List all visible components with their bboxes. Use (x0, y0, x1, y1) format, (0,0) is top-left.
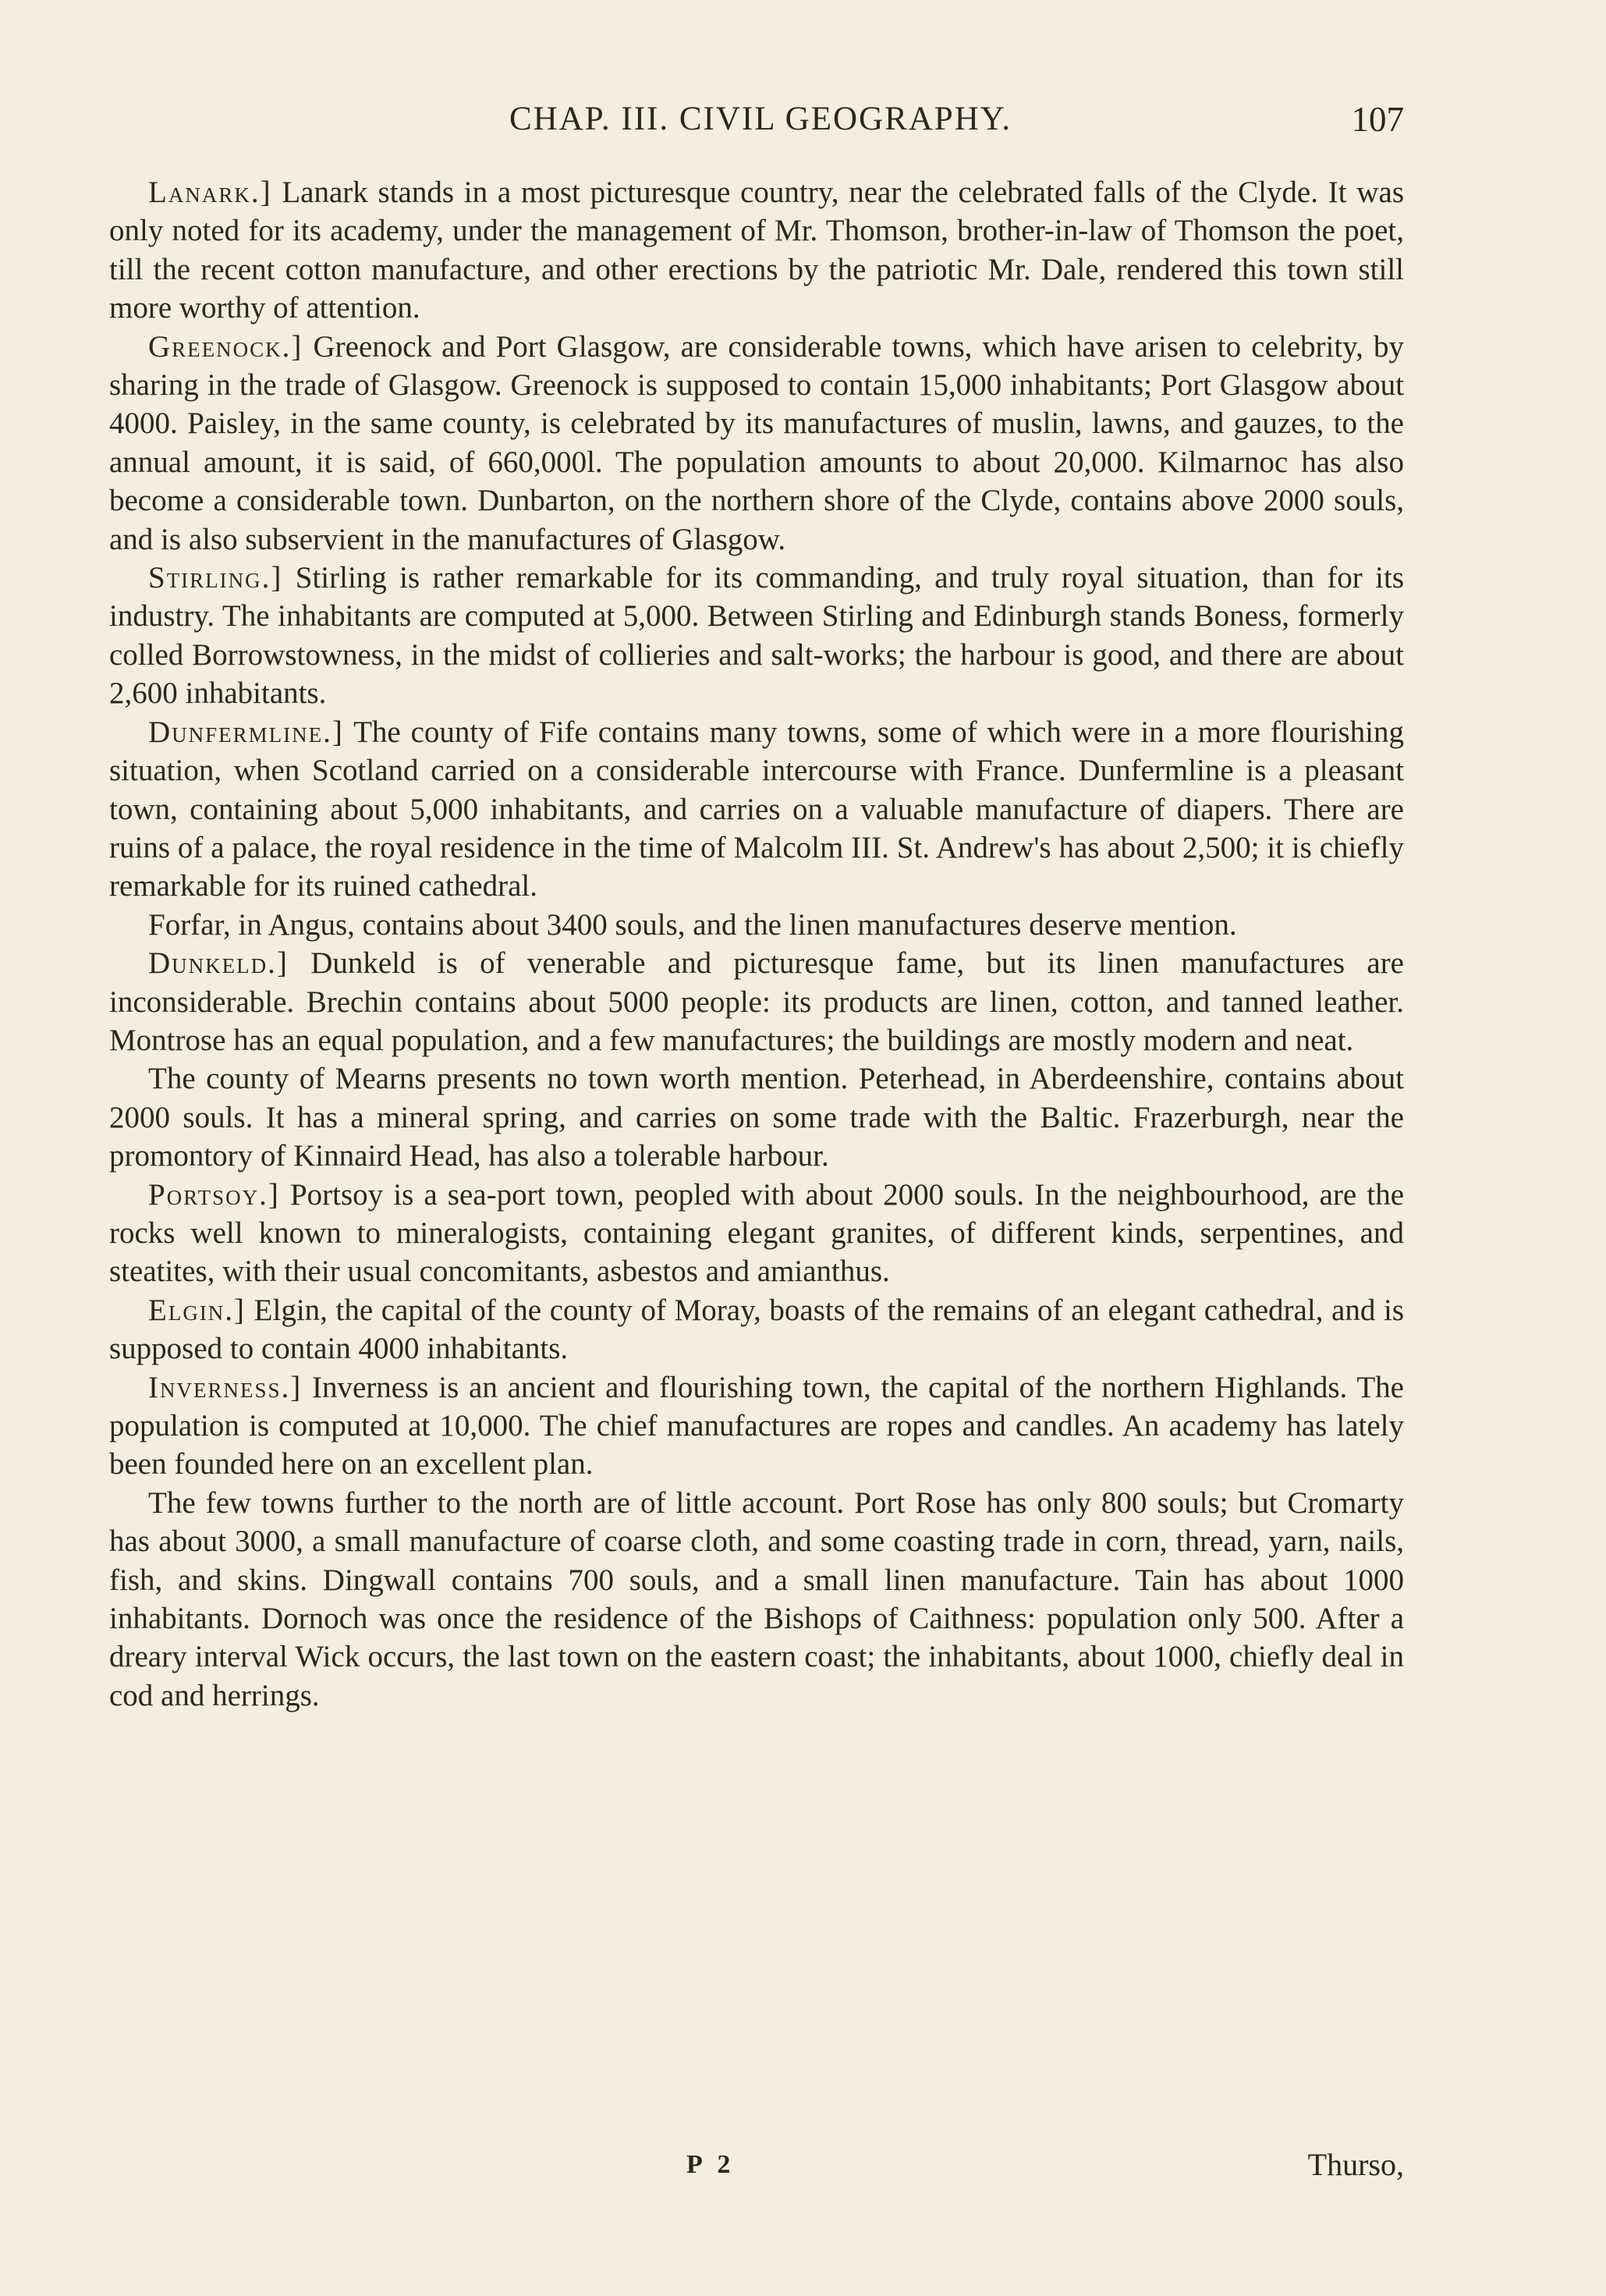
paragraph-text: The few towns further to the north are of little account. Port Rose has only 800 souls; but Cromarty has about 3000, a small manufacture of coarse cloth, and some coasting trade in corn, thread, yarn, nails, fish, and skins. Dingwall contains 700 souls, and a small linen manufacture. Tain has about 1000 inhabitants. Dornoch was once the residence of the Bishops of Caithness: population only 500. After a dreary interval Wick occurs, the last town on the eastern coast; the inhabitants, about 1000, chiefly deal in cod and herrings. (109, 1485, 1404, 1712)
paragraph-text: Elgin, the capital of the county of Moray, boasts of the remains of an elegant cathedral, and is supposed to contain 4000 inhabitants. (109, 1293, 1404, 1366)
paragraph-text: Inverness is an ancient and flourishing town, the capital of the northern Highlands. The population is computed at 10,000. The chief manufactures are ropes and candles. An academy has lately been founded here on an excellent plan. (109, 1370, 1404, 1482)
paragraph-inverness (109, 1368, 1404, 1484)
paragraph-text: Greenock and Port Glasgow, are considerable towns, which have arisen to celebrity, by sharing in the trade of Glasgow. Greenock is supposed to contain 15,000 inhabitants; Port Glasgow about 4000. Paisley, in the same county, is celebrated by its manufactures of muslin, lawns, and gauzes, to the annual amount, it is said, of 660,000l. The population amounts to about 20,000. Kilmarnoc has also become a considerable town. Dunbarton, on the northern shore of the Clyde, contains above 2000 souls, and is also subservient in the manufactures of Glasgow. (109, 329, 1404, 556)
section-head: Dunkeld.] (148, 946, 289, 981)
section-head: Inverness.] (148, 1370, 303, 1404)
paragraph-text: Portsoy is a sea-port town, peopled with about 2000 souls. In the neighbourhood, are the rocks well known to mineralogists, containing elegant granites, of different kinds, serpentines, and steatites, with their usual concomitants, asbestos and amianthus. (109, 1177, 1404, 1289)
paragraph-northern-towns (109, 1484, 1404, 1715)
body-text (109, 173, 1404, 1715)
paragraph-portsoy (109, 1176, 1404, 1291)
paragraph-text: Forfar, in Angus, contains about 3400 souls, and the linen manufactures deserve mention. (148, 907, 1237, 942)
section-head: Lanark.] (148, 176, 272, 209)
section-head: Greenock.] (148, 329, 303, 364)
paragraph-text: Stirling is rather remarkable for its commanding, and truly royal situation, than for its industry. The inhabitants are computed at 5,000. Between Stirling and Edinburgh stands Boness, formerly colled Borrowstowness, in the midst of collieries and salt-works; the harbour is good, and there are about 2,600 inhabitants. (109, 561, 1404, 711)
paragraph-text: Lanark stands in a most picturesque country, near the celebrated falls of the Clyde. It was only noted for its academy, under the management of Mr. Thomson, brother-in-law of Thomson the poet, till the recent cotton manufacture, and other erections by the patriotic Mr. Dale, rendered this town still more worthy of attention. (109, 176, 1404, 325)
paragraph-dunkeld (109, 944, 1404, 1059)
paragraph-greenock (109, 328, 1404, 559)
paragraph-stirling (109, 559, 1404, 713)
paragraph-dunfermline (109, 713, 1404, 906)
paragraph-forfar (109, 906, 1404, 944)
paragraph-text: The county of Fife contains many towns, some of which were in a more flourishing situation, when Scotland carried on a considerable intercourse with France. Dunfermline is a pleasant town, containing about 5,000 inhabitants, and carries on a valuable manufacture of diapers. There are ruins of a palace, the royal residence in the time of Malcolm III. St. Andrew's has about 2,500; it is chiefly remarkable for its ruined cathedral. (109, 715, 1404, 903)
page-number: 107 (1351, 100, 1404, 139)
page-footer (109, 2142, 1404, 2188)
section-head: Dunfermline.] (148, 715, 344, 749)
running-title: CHAP. III. CIVIL GEOGRAPHY. (509, 101, 1012, 137)
signature-mark: P 2 (686, 2150, 736, 2179)
section-head: Stirling.] (148, 561, 283, 595)
paragraph-text: Dunkeld is of venerable and picturesque fame, but its linen manufactures are inconsiderable. Brechin contains about 5000 people: its products are linen, cotton, and tanned leather. Montrose has an equal population, and a few manufactures; the buildings are mostly modern and neat. (109, 946, 1404, 1057)
section-head: Portsoy.] (148, 1177, 280, 1212)
paragraph-mearns (109, 1059, 1404, 1175)
page-header (109, 92, 1404, 147)
section-head: Elgin.] (148, 1293, 246, 1327)
catchword: Thurso, (1307, 2147, 1404, 2182)
paragraph-elgin (109, 1291, 1404, 1368)
paragraph-lanark (109, 173, 1404, 328)
paragraph-text: The county of Mearns presents no town worth mention. Peterhead, in Aberdeenshire, contains about 2000 souls. It has a mineral spring, and carries on some trade with the Baltic. Frazerburgh, near the promontory of Kinnaird Head, has also a tolerable harbour. (109, 1062, 1404, 1173)
